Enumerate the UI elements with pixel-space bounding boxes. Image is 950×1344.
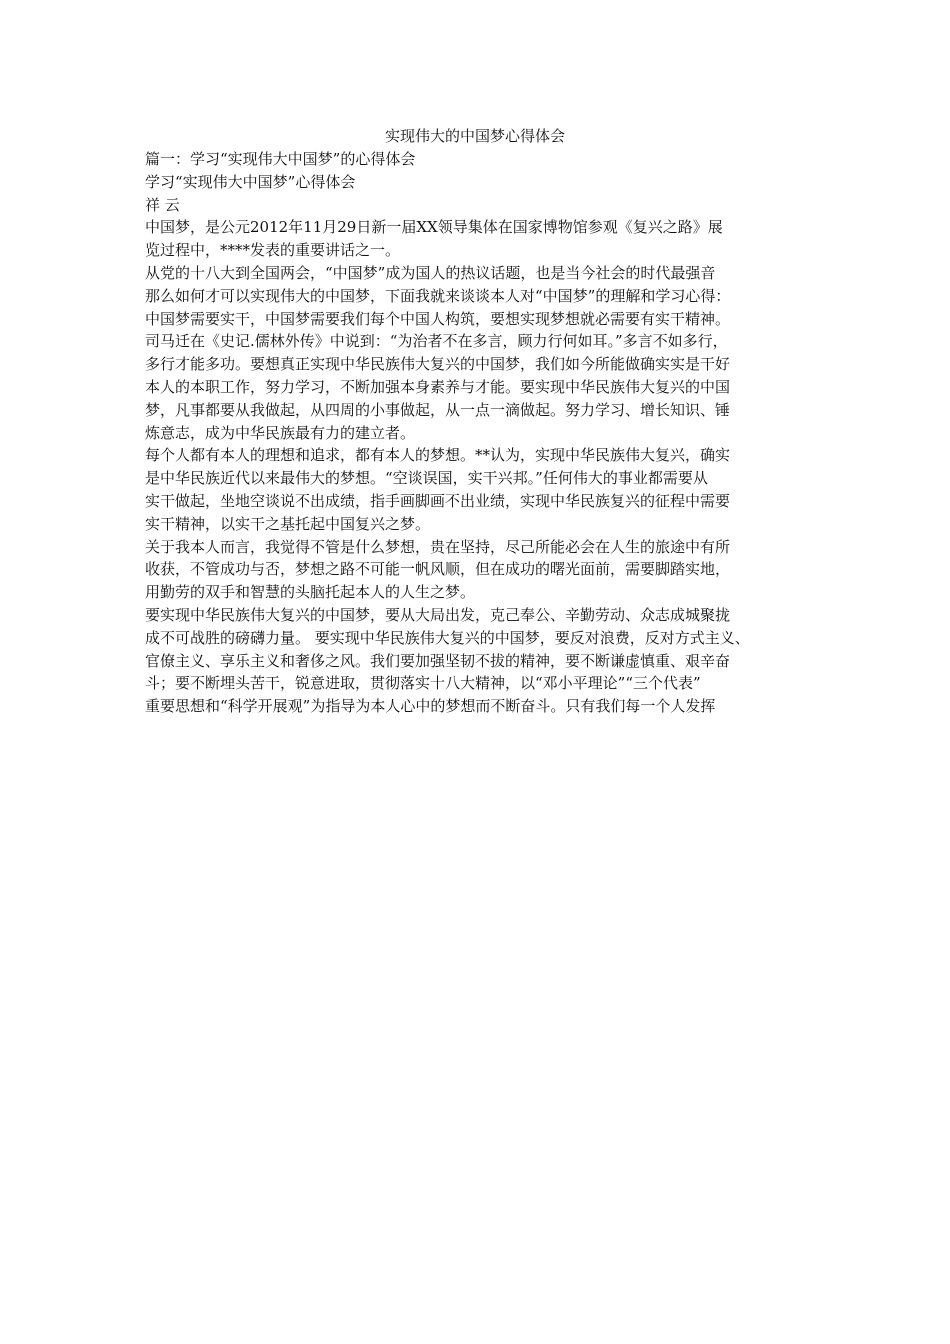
body-line: 览过程中，****发表的重要讲话之一。 xyxy=(145,241,401,260)
body-line: 本人的本职工作，努力学习，不断加强本身素养与才能。要实现中华民族伟大复兴的中国 xyxy=(145,377,731,396)
body-line: 学习“实现伟大中国梦”心得体会 xyxy=(145,172,356,191)
body-line: 收获，不管成功与否，梦想之路不可能一帆风顺，但在成功的曙光面前，需要脚踏实地， xyxy=(145,560,731,579)
body-line: 篇一：学习“实现伟大中国梦”的心得体会 xyxy=(145,150,416,168)
body-line: 用勤劳的双手和智慧的头脑托起本人的人生之梦。 xyxy=(145,583,476,602)
body-line: 炼意志，成为中华民族最有力的建立者。 xyxy=(145,423,416,442)
body-line: 每个人都有本人的理想和追求，都有本人的梦想。**认为，实现中华民族伟大复兴，确实 xyxy=(145,446,731,465)
body-line: 中国梦需要实干，中国梦需要我们每个中国人构筑，要想实现梦想就必需要有实干精神。 xyxy=(145,309,731,328)
body-line: 从党的十八大到全国两会，“中国梦”成为国人的热议话题，也是当今社会的时代最强音 xyxy=(145,263,716,282)
body-line: 成不可战胜的磅礴力量。 要实现中华民族伟大复兴的中国梦，要反对浪费，反对方式主义、 xyxy=(145,628,750,647)
body-line: 关于我本人而言，我觉得不管是什么梦想，贵在坚持，尽己所能必会在人生的旅途中有所 xyxy=(145,537,731,556)
body-line: 要实现中华民族伟大复兴的中国梦，要从大局出发，克己奉公、辛勤劳动、众志成城聚拢 xyxy=(145,605,731,624)
body-line: 多行才能多功。要想真正实现中华民族伟大复兴的中国梦，我们如今所能做确实实是干好 xyxy=(145,355,731,374)
body-line: 司马迁在《史记.儒林外传》中说到：“为治者不在多言，顾力行何如耳。”多言不如多行， xyxy=(145,332,728,351)
body-line: 实干做起，坐地空谈说不出成绩，指手画脚画不出业绩，实现中华民族复兴的征程中需要 xyxy=(145,491,731,510)
body-line: 实干精神，以实干之基托起中国复兴之梦。 xyxy=(145,514,431,533)
body-line: 中国梦，是公元2012年11月29日新一届XX领导集体在国家博物馆参观《复兴之路》展 xyxy=(145,218,723,237)
body-line: 是中华民族近代以来最伟大的梦想。“空谈误国，实干兴邦。”任何伟大的事业都需要从 xyxy=(145,469,708,488)
body-line: 斗；要不断埋头苦干，锐意进取，贯彻落实十八大精神，以“邓小平理论”“三个代表” xyxy=(145,674,701,693)
body-line: 祥 云 xyxy=(145,195,180,214)
body-line: 梦，凡事都要从我做起，从四周的小事做起，从一点一滴做起。努力学习、增长知识、锤 xyxy=(145,400,731,419)
body-line: 重要思想和“科学开展观”为指导为本人心中的梦想而不断奋斗。只有我们每一个人发挥 xyxy=(145,697,716,716)
document-title: 实现伟大的中国梦心得体会 xyxy=(384,127,565,145)
document-body xyxy=(145,148,825,718)
body-line: 那么如何才可以实现伟大的中国梦，下面我就来谈谈本人对“中国梦”的理解和学习心得： xyxy=(145,286,731,305)
body-line: 官僚主义、享乐主义和奢侈之风。我们要加强坚韧不拔的精神，要不断谦虚慎重、艰辛奋 xyxy=(145,651,731,670)
